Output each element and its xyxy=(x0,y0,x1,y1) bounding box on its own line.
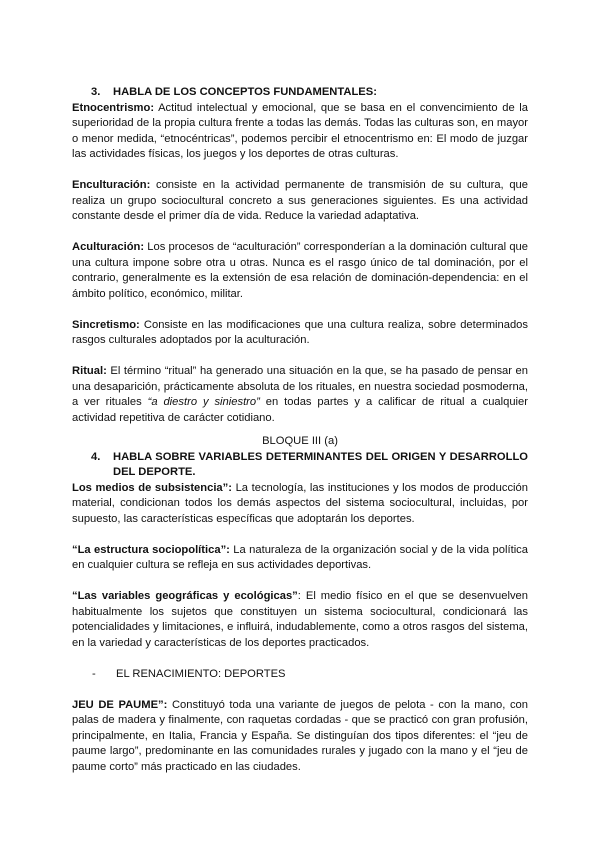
renacimiento-bullet xyxy=(72,667,528,683)
bullet-dash: - xyxy=(92,667,96,680)
estructura-term: “La estructura sociopolítica”: xyxy=(72,543,230,556)
section-4-heading xyxy=(72,450,528,481)
jeu-text: Constituyó toda una variante de juegos de pelota - con la mano, con palas de madera y finalmente, con raquetas cordadas - que se practicó con gran profusión, principalmente, en Italia, Francia y España. Se distinguían dos tipos diferentes: el “jeu de paume largo”, predominante en las comunidades rurales y jugado con la mano y el “jeu de paume corto” más practicado en las ciudades. xyxy=(72,698,528,773)
section-4-title: HABLA SOBRE VARIABLES DETERMINANTES DEL ORIGEN Y DESARROLLO DEL DEPORTE. xyxy=(113,450,528,478)
bloque-label: BLOQUE III (a) xyxy=(262,435,338,447)
estructura-text: La naturaleza de la organización social y de la vida política en cualquier cultura se refleja en sus actividades deportivas. xyxy=(72,543,528,571)
geograficas-paragraph xyxy=(72,589,528,651)
aculturacion-text: Los procesos de “aculturación” corresponderían a la dominación cultural que una cultura impone sobre otra u otras. Nunca es el rasgo único de tal dominación, por el contrario, generalmente es la extensión de esa relación de dominación-dependencia: en el ámbito político, económico, militar. xyxy=(72,241,528,300)
bullet-text: EL RENACIMIENTO: DEPORTES xyxy=(116,667,286,680)
section-4-number: 4. xyxy=(91,450,101,463)
geograficas-term: “Las variables geográficas y ecológicas” xyxy=(72,590,298,602)
enculturacion-term: Enculturación: xyxy=(72,179,151,191)
enculturacion-paragraph xyxy=(72,178,528,225)
estructura-paragraph xyxy=(72,543,528,574)
sincretismo-text: Consiste en las modificaciones que una cultura realiza, sobre determinados rasgos culturales adoptados por la aculturación. xyxy=(72,318,528,346)
jeu-paragraph xyxy=(72,698,528,776)
ritual-italic: “a diestro y siniestro” xyxy=(147,396,260,408)
aculturacion-paragraph xyxy=(72,240,528,302)
subsistencia-paragraph xyxy=(72,481,528,528)
subsistencia-term: Los medios de subsistencia”: xyxy=(72,481,232,494)
enculturacion-text: consiste en la actividad permanente de transmisión de su cultura, que realiza un grupo sociocultural concreto a sus generaciones siguientes. Es una actividad constante desde el primer día de vida. Reduce la variedad adaptativa. xyxy=(72,179,528,222)
document-page xyxy=(72,85,528,775)
ritual-text-after: en todas partes y a calificar de ritual a cualquier actividad repetitiva de carácter cotidiano. xyxy=(72,396,528,424)
section-3-title: HABLA DE LOS CONCEPTOS FUNDAMENTALES: xyxy=(113,86,377,98)
geograficas-text: : El medio físico en el que se desenvuelven habitualmente los sujetos que constituyen un sistema sociocultural, condicionará las potencialidades y limitaciones, e influirá, indudablemente, como a otros rasgos del sistema, en la variedad y características de los deportes practicados. xyxy=(72,590,528,649)
section-3-number: 3. xyxy=(91,86,101,98)
jeu-term: JEU DE PAUME”: xyxy=(72,698,168,711)
subsistencia-text: La tecnología, las instituciones y los modos de producción material, condicionan todos los demás aspectos del sistema sociocultural, incluidas, por supuesto, las características específicas que adoptarán los deportes. xyxy=(72,481,528,525)
aculturacion-term: Aculturación: xyxy=(72,241,145,253)
etnocentrismo-term: Etnocentrismo: xyxy=(72,101,155,114)
etnocentrismo-text: Actitud intelectual y emocional, que se basa en el convencimiento de la superioridad de la propia cultura frente a todas las demás. Todas las culturas son, en mayor o menor medida, “etnocéntricas”, podemos percibir el etnocentrismo en: El modo de juzgar las actividades físicas, los juegos y los deportes de otras culturas. xyxy=(72,101,528,160)
ritual-text-before: El término “ritual” ha generado una situación en la que, se ha pasado de pensar en una desaparición, prácticamente absoluta de los rituales, en nuestra sociedad posmoderna, a ver rituales xyxy=(72,365,528,408)
etnocentrismo-paragraph xyxy=(72,101,528,163)
section-3-heading xyxy=(72,85,528,101)
ritual-paragraph xyxy=(72,364,528,426)
sincretismo-paragraph xyxy=(72,318,528,349)
sincretismo-term: Sincretismo: xyxy=(72,318,140,331)
ritual-term: Ritual: xyxy=(72,365,107,377)
